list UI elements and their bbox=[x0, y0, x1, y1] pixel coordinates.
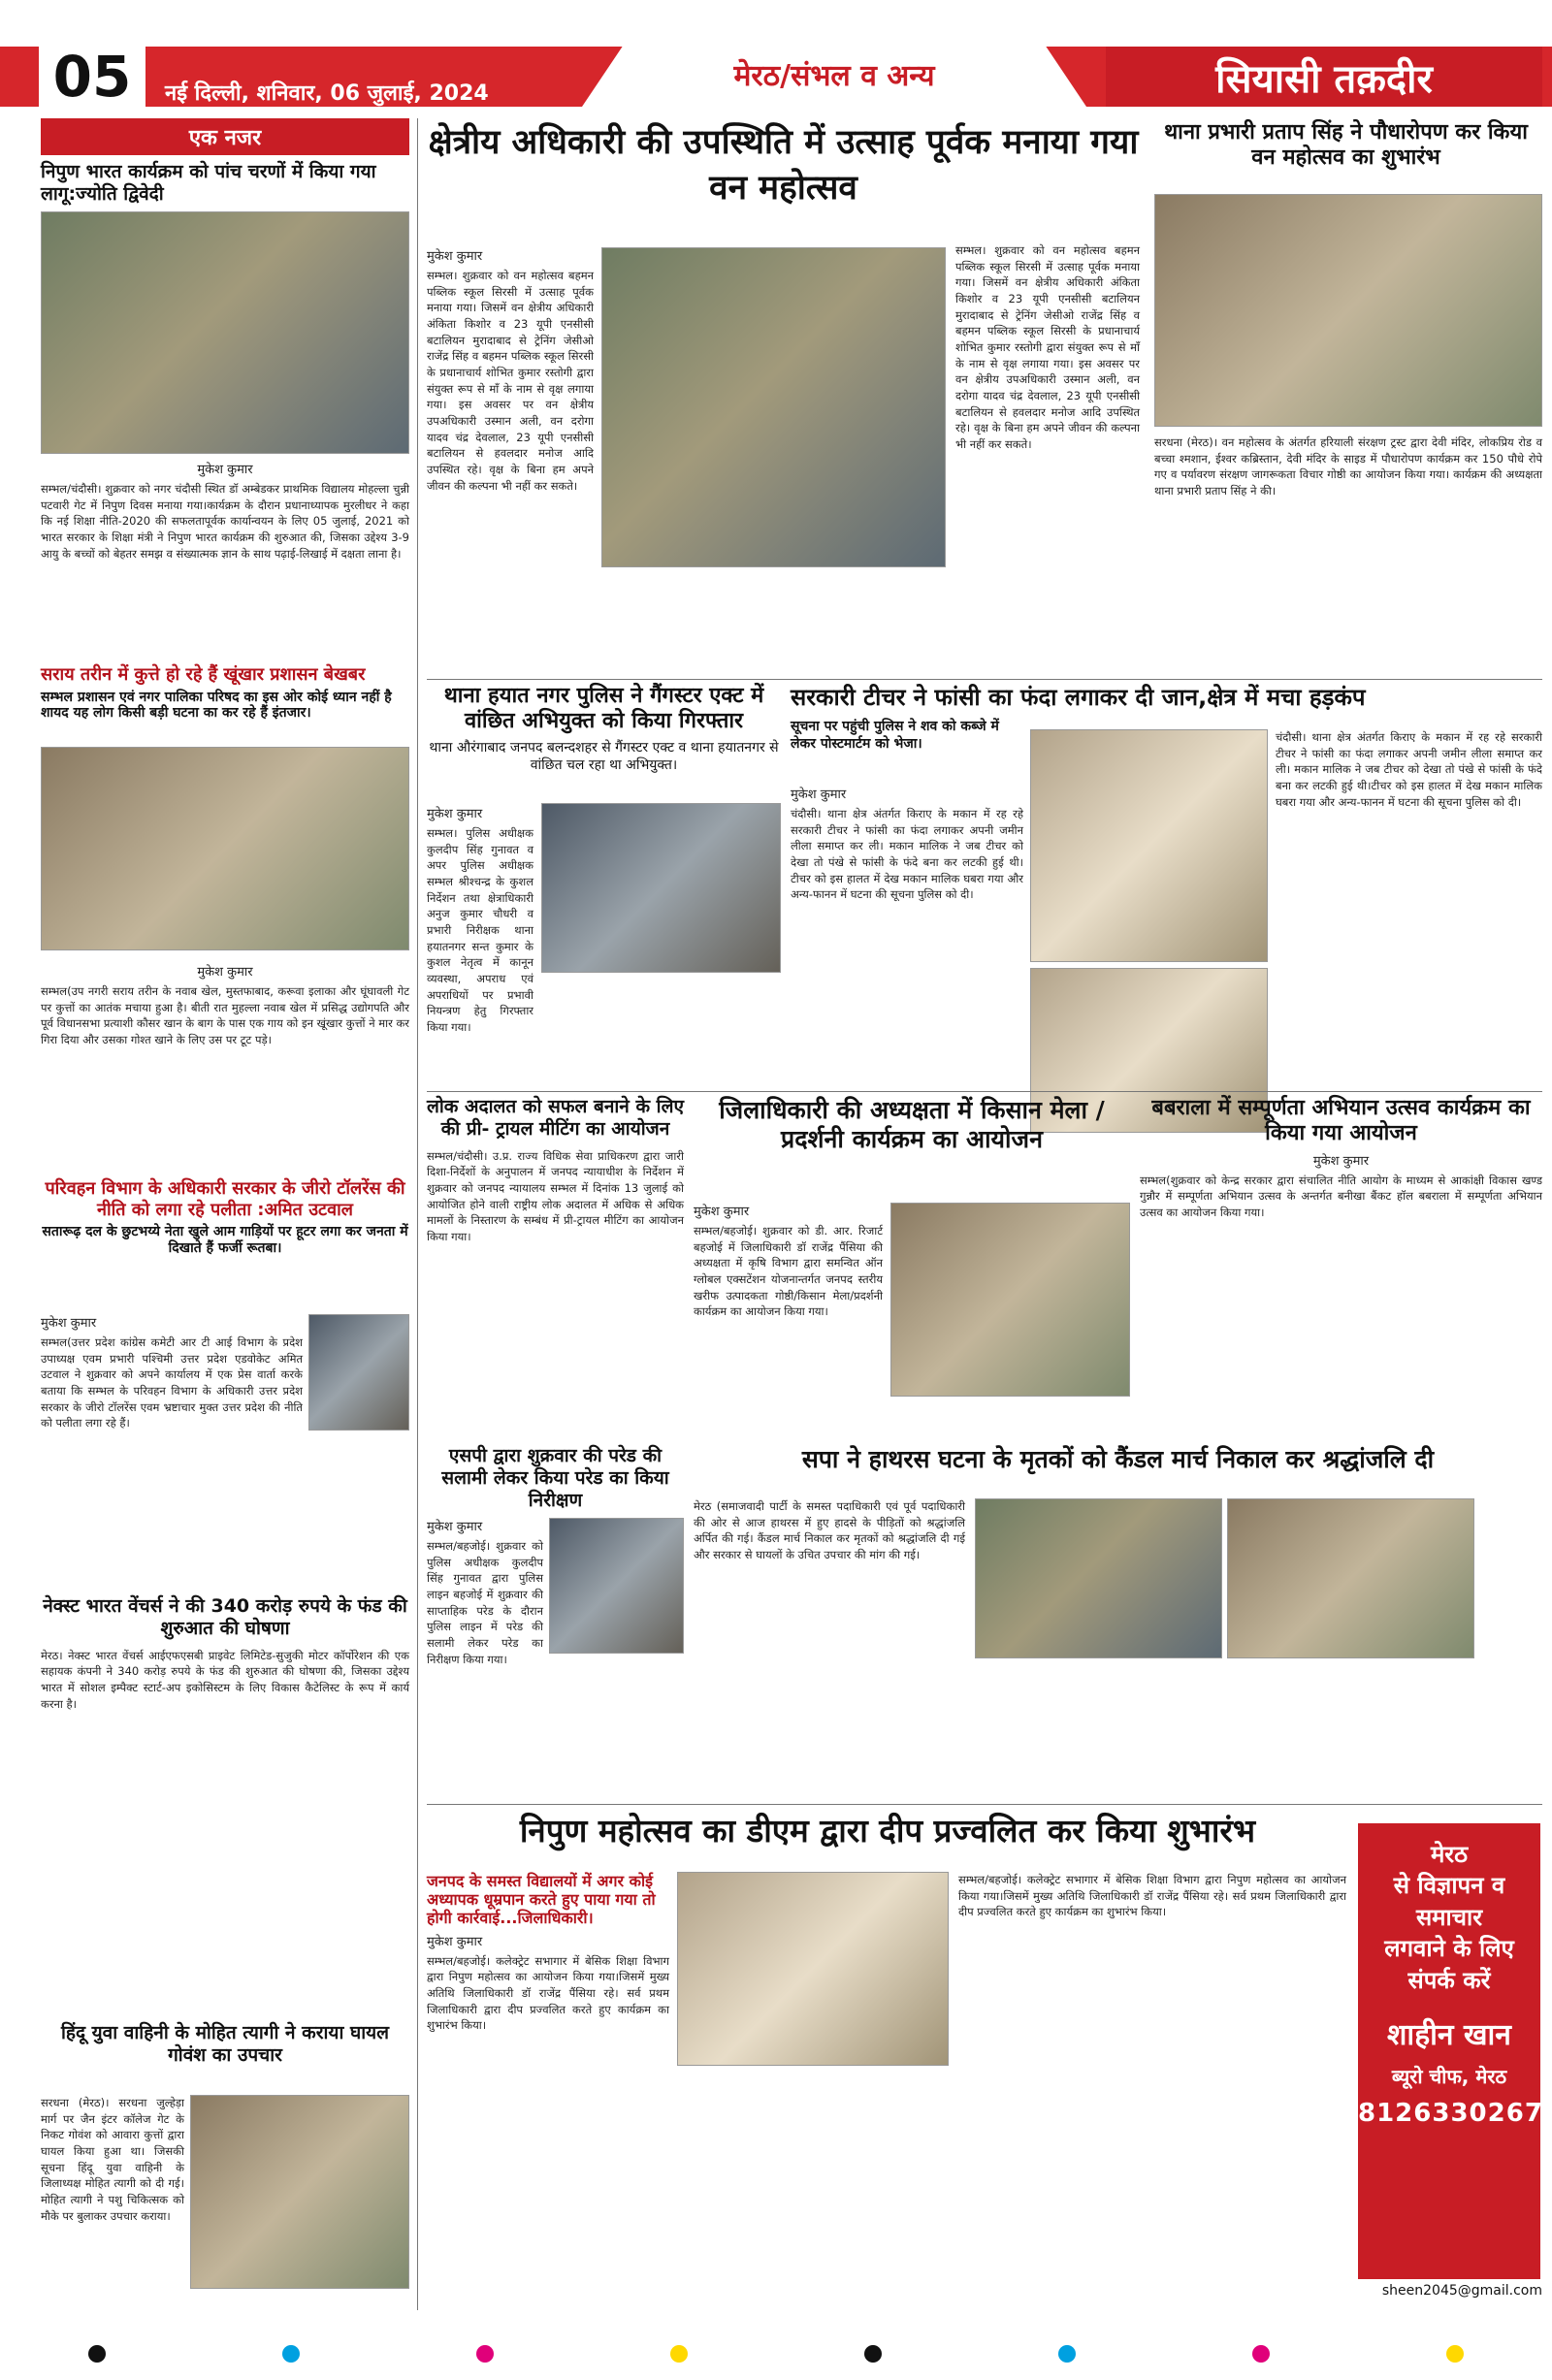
room-photo-1 bbox=[1030, 729, 1268, 962]
advert-line2: से विज्ञापन व bbox=[1393, 1872, 1505, 1900]
plantation-photo bbox=[1154, 194, 1542, 427]
amit-utwal-photo bbox=[308, 1314, 409, 1431]
story3-headline: परिवहन विभाग के अधिकारी सरकार के जीरो टॉलरेंस की नीति को लगा रहे पलीता :अमित उटवाल bbox=[45, 1178, 405, 1220]
top-right-text bbox=[1154, 434, 1542, 499]
story3 bbox=[41, 1178, 409, 1257]
page-number: 05 bbox=[39, 39, 146, 114]
kisan-mela-body: सम्भल/बहजोई। शुक्रवार को डी. आर. रिजार्ट बहजोई में जिलाधिकारी डॉ राजेंद्र पैंसिया की अध्यक्षता में कृषि विभाग द्वारा समन्वित ऑन ग्लोबल एक्सटेंशन योजनान्तर्गत जनपद स्तरीय खरीफ उत्पादकता गोष्ठी/किसान मेला/प्रदर्शनी कार्यक्रम का आयोजन किया गया। bbox=[694, 1224, 883, 1319]
lead-headline: क्षेत्रीय अधिकारी की उपस्थिति में उत्साह पूर्वक मनाया गया वन महोत्सव bbox=[428, 123, 1139, 209]
left-column bbox=[41, 118, 409, 206]
police-byline: मुकेश कुमार bbox=[427, 807, 483, 821]
police-text bbox=[427, 800, 534, 1036]
nipun-subhead: जनपद के समस्त विद्यालयों में अगर कोई अध्यापक धूम्रपान करते हुए पाया गया तो होगी कार्रवाई...जिलाधिकारी। bbox=[427, 1872, 656, 1928]
lead-body-continued: सम्भल। शुक्रवार को वन महोत्सव बहमन पब्लिक स्कूल सिरसी में उत्साह पूर्वक मनाया गया। जिसमें वन क्षेत्रीय अधिकारी अंकिता किशोर व 23 यूपी एनसीसी बटालियन मुरादाबाद से ट्रेनिंग जेसीओ राजेंद्र सिंह व बहमन पब्लिक स्कूल सिरसी के प्रधानाचार्य शोभित कुमार रस्तोगी द्वारा संयुक्त रूप से माँ के नाम से वृक्ष लगाया गया। इस अवसर पर वन क्षेत्रीय उपअधिकारी उस्मान अली, वन दरोगा यादव चंद्र देवलाल, 23 यूपी एनसीसी बटालियन से हवलदार मनोज आदि उपस्थित रहे। वृक्ष के बिना हम अपने जीवन की कल्पना भी नहीं कर सकते। bbox=[955, 243, 1140, 452]
story2-subhead: सम्भल प्रशासन एवं नगर पालिका परिषद का इस ओर कोई ध्यान नहीं है शायद यह लोग किसी बड़ी घटना का कर रहे हैं इंतजार। bbox=[41, 689, 392, 722]
candle-march-headline: सपा ने हाथरस घटना के मृतकों को कैंडल मार्च निकाल कर श्रद्धांजलि दी bbox=[801, 1445, 1435, 1473]
advert-line3: समाचार bbox=[1415, 1903, 1483, 1931]
nipun-body-continued: सम्भल/बहजोई। कलेक्ट्रेट सभागार में बेसिक शिक्षा विभाग द्वारा निपुण महोत्सव का आयोजन किया गया।जिसमें मुख्य अतिथि जिलाधिकारी डॉ राजेंद्र पैंसिया रहे। सर्व प्रथम जिलाधिकारी द्वारा दीप प्रज्वलित करते हुए कार्यक्रम का शुभारंभ किया। bbox=[958, 1873, 1346, 1919]
advert-role: ब्यूरो चीफ, मेरठ bbox=[1391, 2064, 1507, 2088]
nipun-photo bbox=[677, 1872, 949, 2066]
story3-body: सम्भल(उत्तर प्रदेश कांग्रेस कमेटी आर टी आई विभाग के प्रदेश उपाध्यक्ष एवम प्रभारी पश्चिमी उत्तर प्रदेश एडवोकेट अमित उटवाल ने शुक्रवार को अपने कार्यालय में एक प्रेस वार्ता करके बताया कि सम्भल के परिवहन विभाग के अधिकारी उत्तर प्रदेश सरकार के जीरो टॉलरेंस एवम भ्रष्टाचार मुक्त उत्तर प्रदेश की नीति को पलीता लगा रहे हैं। bbox=[41, 1335, 303, 1431]
dogs-photo bbox=[41, 747, 409, 950]
top-right-body: सरधना (मेरठ)। वन महोत्सव के अंतर्गत हरियाली संरक्षण ट्रस्ट द्वारा देवी मंदिर, लोकप्रिय रोड व बच्चा श्मशान, ईश्वर कब्रिस्तान, देवी मंदिर के साइड में पौधारोपण कार्यक्रम कर 150 पौधे रोपे गए व पर्यावरण संरक्षण जागरूकता विचार गोष्ठी का आयोजन किया गया। कार्यक्रम की अध्यक्षता थाना प्रभारी प्रताप सिंह ने की। bbox=[1154, 435, 1542, 499]
story3-text bbox=[41, 1309, 303, 1431]
story4 bbox=[41, 1595, 409, 1712]
nipun-text bbox=[427, 1872, 669, 2034]
row-divider-3 bbox=[427, 1804, 1542, 1805]
reg-dot-yellow-2 bbox=[1446, 2345, 1464, 2363]
nipun-text-right bbox=[958, 1872, 1346, 1920]
babrala-body: सम्भल(शुक्रवार को केन्द्र सरकार द्वारा संचालित नीति आयोग के माध्यम से आकांक्षी विकास खण्ड गुन्नौर में सम्पूर्णता अभियान उत्सव के अन्तर्गत बनीखा बैंकट हॉल बबराला में सम्पूर्णता अभियान उत्सव का आयोजन किया गया। bbox=[1140, 1173, 1542, 1220]
police-station-photo bbox=[541, 803, 781, 973]
parade-photo bbox=[549, 1518, 684, 1654]
nipun-mahotsav-story bbox=[427, 1812, 1348, 1850]
reg-dot-black bbox=[88, 2345, 106, 2363]
reg-dot-magenta-2 bbox=[1252, 2345, 1270, 2363]
lok-adalat-story bbox=[427, 1096, 684, 1245]
advert-phone: 8126330267 bbox=[1358, 2098, 1543, 2128]
story5 bbox=[41, 2022, 409, 2067]
story2-headline: सराय तरीन में कुत्ते हो रहे हैं खूंखार प्रशासन बेखबर bbox=[41, 664, 366, 685]
lead-text bbox=[427, 242, 594, 494]
police-body: सम्भल। पुलिस अधीक्षक कुलदीप सिंह गुनावत व अपर पुलिस अधीक्षक सम्भल श्रीश्चन्द्र के कुशल निर्देशन तथा क्षेत्राधिकारी अनुज कुमार चौधरी व प्रभारी निरीक्षक थाना हयातनगर सन्त कुमार के कुशल नेतृत्व में कानून व्यवस्था, अपराध एवं अपराधियों पर प्रभावी नियन्त्रण हेतु गिरफ्तार किया गया। bbox=[427, 826, 534, 1035]
reg-dot-cyan bbox=[282, 2345, 300, 2363]
cow-treatment-photo bbox=[190, 2095, 409, 2289]
babrala-byline: मुकेश कुमार bbox=[1312, 1153, 1370, 1169]
story2 bbox=[41, 664, 409, 722]
candle-march-story bbox=[694, 1445, 1542, 1474]
kisan-mela-photo bbox=[890, 1203, 1130, 1397]
police-headline: थाना हयात नगर पुलिस ने गैंगस्टर एक्ट में वांछित अभियुक्त को किया गिरफ्तार bbox=[443, 684, 764, 734]
story4-headline: नेक्स्ट भारत वेंचर्स ने की 340 करोड़ रुपये के फंड की शुरुआत की घोषणा bbox=[43, 1595, 407, 1639]
babrala-headline: बबराला में सम्पूर्णता अभियान उत्सव कार्यक्रम का किया गया आयोजन bbox=[1151, 1096, 1531, 1146]
story2-text bbox=[41, 958, 409, 1048]
row-divider-2 bbox=[427, 1091, 1542, 1092]
section-title: मेरठ/संभल व अन्य bbox=[733, 59, 935, 93]
story5-headline: हिंदू युवा वाहिनी के मोहित त्यागी ने कराया घायल गोवंश का उपचार bbox=[60, 2022, 390, 2066]
brand-title: सियासी तक़दीर bbox=[1106, 47, 1542, 107]
advert-line5: संपर्क करें bbox=[1407, 1966, 1491, 1994]
advert-line4: लगवाने के लिए bbox=[1384, 1935, 1514, 1963]
print-registration-marks bbox=[0, 2328, 1552, 2380]
story5-body: सरधना (मेरठ)। सरधना जुल्हेड़ा मार्ग पर जैन इंटर कॉलेज गेट के निकट गोवंश को आवारा कुत्तों द्वारा घायल किया हुआ था। जिसकी सूचना हिंदू युवा वाहिनी के जिलाध्यक्ष मोहित त्यागी को दी गई। मोहित त्यागी ने पशु चिकित्सक को मौके पर बुलाकर उपचार कराया। bbox=[41, 2096, 184, 2223]
lok-adalat-headline: लोक अदालत को सफल बनाने के लिए की प्री- ट्रायल मीटिंग का आयोजन bbox=[427, 1096, 684, 1140]
kicker-ek-nazar: एक नजर bbox=[41, 118, 409, 155]
reg-dot-magenta bbox=[476, 2345, 494, 2363]
top-right-story bbox=[1149, 120, 1542, 172]
nipun-headline: निपुण महोत्सव का डीएम द्वारा दीप प्रज्वलित कर किया शुभारंभ bbox=[519, 1812, 1256, 1849]
parade-story bbox=[427, 1445, 684, 1511]
story2-body: सम्भल(उप नगरी सराय तरीन के नवाब खेल, मुस्तफाबाद, करूवा इलाका और घूंघावली गेट पर कुत्तों का आतंक मचाया हुआ है। बीती रात मुहल्ला नवाब खेल में प्रसिद्ध उद्योगपति और पूर्व विधानसभा प्रत्याशी कौसर खान के बाग के पास एक गाय को इन खूंखार कुत्तों ने मार कर गिरा दिया और उसका गोश्त खाने के लिए उस पर टूट पड़े। bbox=[41, 984, 409, 1047]
date-line: नई दिल्ली, शनिवार, 06 जुलाई, 2024 bbox=[165, 81, 489, 106]
nipun-byline: मुकेश कुमार bbox=[427, 1934, 483, 1949]
babrala-story bbox=[1140, 1096, 1542, 1221]
story2-byline: मुकेश कुमार bbox=[197, 965, 253, 980]
tree-plantation-photo bbox=[601, 247, 946, 567]
classroom-photo bbox=[41, 211, 409, 454]
candle-march-photo-2 bbox=[1227, 1498, 1474, 1658]
reg-dot-black-2 bbox=[864, 2345, 882, 2363]
story4-body: मेरठ। नेक्स्ट भारत वेंचर्स आईएफएसबी प्राइवेट लिमिटेड-सुजुकी मोटर कॉर्पोरेशन की एक सहायक कंपनी ने 340 करोड़ रुपये के फंड की शुरुआत की घोषणा की, जिसका उद्देश्य भारत में सोशल इम्पैक्ट स्टार्ट-अप इकोसिस्टम के लिए विकास कैटेलिस्ट के रूप में कार्य करना है। bbox=[41, 1648, 409, 1711]
kisan-mela-byline: मुकेश कुमार bbox=[694, 1205, 750, 1219]
reg-dot-cyan-2 bbox=[1058, 2345, 1076, 2363]
lead-byline: मुकेश कुमार bbox=[427, 249, 483, 264]
story3-byline: मुकेश कुमार bbox=[41, 1316, 97, 1331]
story1-headline: निपुण भारत कार्यक्रम को पांच चरणों में किया गया लागू:ज्योति द्विवेदी bbox=[41, 161, 376, 205]
parade-headline: एसपी द्वारा शुक्रवार की परेड की सलामी लेकर किया परेड का किया निरीक्षण bbox=[441, 1445, 669, 1511]
parade-text bbox=[427, 1513, 543, 1667]
contact-email[interactable]: sheen2045@gmail.com bbox=[1381, 2283, 1542, 2299]
police-subhead: थाना औरंगाबाद जनपद बलन्दशहर से गैंगस्टर एक्ट व थाना हयातनगर से वांछित चल रहा था अभियुक्त। bbox=[429, 739, 779, 773]
nipun-body: सम्भल/बहजोई। कलेक्ट्रेट सभागार में बेसिक शिक्षा विभाग द्वारा निपुण महोत्सव का आयोजन किया गया।जिसमें मुख्य अतिथि जिलाधिकारी डॉ राजेंद्र पैंसिया रहे। सर्व प्रथम जिलाधिकारी द्वारा दीप प्रज्वलित करते हुए कार्यक्रम का शुभारंभ किया। bbox=[427, 1953, 669, 2033]
advert-box bbox=[1358, 1823, 1543, 2279]
candle-march-text bbox=[694, 1498, 965, 1563]
candle-march-photo-1 bbox=[975, 1498, 1222, 1658]
row-divider bbox=[427, 679, 1542, 680]
lead-story bbox=[427, 120, 1140, 212]
police-story bbox=[427, 684, 781, 774]
story1-body: सम्भल/चंदौसी। शुक्रवार को नगर चंदौसी स्थित डॉ अम्बेडकर प्राथमिक विद्यालय मोहल्ला चुन्नी पटवारी गेट में निपुण दिवस मनाया गया।कार्यक्रम के दौरान प्रधानाध्यापक मुरलीधर ने कहा कि नई शिक्षा नीति-2020 की सफलतापूर्वक कार्यान्वयन के लिए 05 जुलाई, 2021 को भारत सरकार के शिक्षा मंत्री ने निपुण भारत कार्यक्रम की शुरुआत की, जिसका उद्देश्य 3-9 आयु के बच्चों को बेहतर समझ व संख्यात्मक ज्ञान के साथ पढ़ाई-लिखाई में दक्षता लाना है। bbox=[41, 482, 409, 561]
lok-adalat-body: सम्भल/चंदौसी। उ.प्र. राज्य विधिक सेवा प्राधिकरण द्वारा जारी दिशा-निर्देशों के अनुपालन में जनपद न्यायाधीश के निर्देशन में शुक्रवार को जनपद न्यायालय सम्भल में दिनांक 13 जुलाई को आयोजित होने वाली राष्ट्रीय लोक अदालत में अधिक से अधिक मामलों के निस्तारण के सम्बंध में प्री-ट्रायल मीटिंग का आयोजन किया गया। bbox=[427, 1148, 684, 1243]
story5-text bbox=[41, 2095, 184, 2224]
advert-name: शाहीन खान bbox=[1387, 2017, 1511, 2052]
teacher-body: चंदौसी। थाना क्षेत्र अंतर्गत किराए के मकान में रह रहे सरकारी टीचर ने फांसी का फंदा लगाकर अपनी जमीन लीला समाप्त कर ली। मकान मालिक ने जब टीचर को देखा तो पंखे से फांसी के फंदे बना कर लटकी हुई थी।टीचर को इस हालत में देख मकान मालिक घबरा गया और अन्य-फानन में घटना की सूचना पुलिस को दी। bbox=[791, 807, 1023, 902]
kisan-mela-text bbox=[694, 1198, 883, 1320]
candle-march-body: मेरठ (समाजवादी पार्टी के समस्त पदाधिकारी एवं पूर्व पदाधिकारी की ओर से आज हाथरस में हुए हादसे के पीड़ितों को श्रद्धांजलि अर्पित की गई। कैंडल मार्च निकाल कर मृतकों को श्रद्धांजलि दी गई और सरकार से घायलों के उचित उपचार की मांग की गई। bbox=[694, 1499, 965, 1562]
lead-body: सम्भल। शुक्रवार को वन महोत्सव बहमन पब्लिक स्कूल सिरसी में उत्साह पूर्वक मनाया गया। जिसमें वन क्षेत्रीय अधिकारी अंकिता किशोर व 23 यूपी एनसीसी बटालियन मुरादाबाद से ट्रेनिंग जेसीओ राजेंद्र सिंह व बहमन पब्लिक स्कूल सिरसी के प्रधानाचार्य शोभित कुमार रस्तोगी द्वारा संयुक्त रूप से माँ के नाम से वृक्ष लगाया गया। इस अवसर पर वन क्षेत्रीय उपअधिकारी उस्मान अली, वन दरोगा यादव चंद्र देवलाल, 23 यूपी एनसीसी बटालियन से हवलदार मनोज आदि उपस्थित रहे। वृक्ष के बिना हम अपने जीवन की कल्पना भी नहीं कर सकते। bbox=[427, 269, 594, 493]
reg-dot-yellow bbox=[670, 2345, 688, 2363]
kisan-mela-headline: जिलाधिकारी की अध्यक्षता में किसान मेला /प्रदर्शनी कार्यक्रम का आयोजन bbox=[719, 1096, 1105, 1153]
teacher-byline: मुकेश कुमार bbox=[791, 788, 847, 802]
teacher-text-right bbox=[1276, 729, 1542, 810]
top-right-headline: थाना प्रभारी प्रताप सिंह ने पौधारोपण कर किया वन महोत्सव का शुभारंभ bbox=[1164, 120, 1528, 171]
kisan-mela-story bbox=[694, 1096, 1130, 1154]
story1-byline: मुकेश कुमार bbox=[197, 463, 253, 477]
teacher-headline: सरकारी टीचर ने फांसी का फंदा लगाकर दी जान,क्षेत्र में मचा हड़कंप bbox=[791, 684, 1366, 711]
teacher-body-continued: चंदौसी। थाना क्षेत्र अंतर्गत किराए के मकान में रह रहे सरकारी टीचर ने फांसी का फंदा लगाकर अपनी जमीन लीला समाप्त कर ली। मकान मालिक ने जब टीचर को देखा तो पंखे से फांसी के फंदे बना कर लटकी हुई थी।टीचर को इस हालत में देख मकान मालिक घबरा गया और अन्य-फानन में घटना की सूचना पुलिस को दी। bbox=[1276, 730, 1542, 809]
advert-line1: मेरठ bbox=[1430, 1841, 1469, 1868]
story1-text bbox=[41, 456, 409, 562]
teacher-subhead: सूचना पर पहुंची पुलिस ने शव को कब्जे में लेकर पोस्टमार्टम को भेजा। bbox=[791, 718, 999, 752]
column-divider bbox=[417, 118, 418, 2310]
story3-subhead: सतारूढ़ दल के छुटभय्ये नेता खुले आम गाड़ियों पर हूटर लगा कर जनता में दिखाते हैं फर्जी रूतबा। bbox=[42, 1224, 408, 1256]
lead-text-right bbox=[955, 242, 1140, 453]
teacher-text bbox=[791, 781, 1023, 903]
parade-byline: मुकेश कुमार bbox=[427, 1520, 483, 1534]
parade-body: सम्भल/बहजोई। शुक्रवार को पुलिस अधीक्षक कुलदीप सिंह गुनावत द्वारा पुलिस लाइन बहजोई में शुक्रवार की साप्ताहिक परेड के दौरान पुलिस लाइन में परेड की सलामी लेकर परेड का निरीक्षण किया गया। bbox=[427, 1539, 543, 1666]
